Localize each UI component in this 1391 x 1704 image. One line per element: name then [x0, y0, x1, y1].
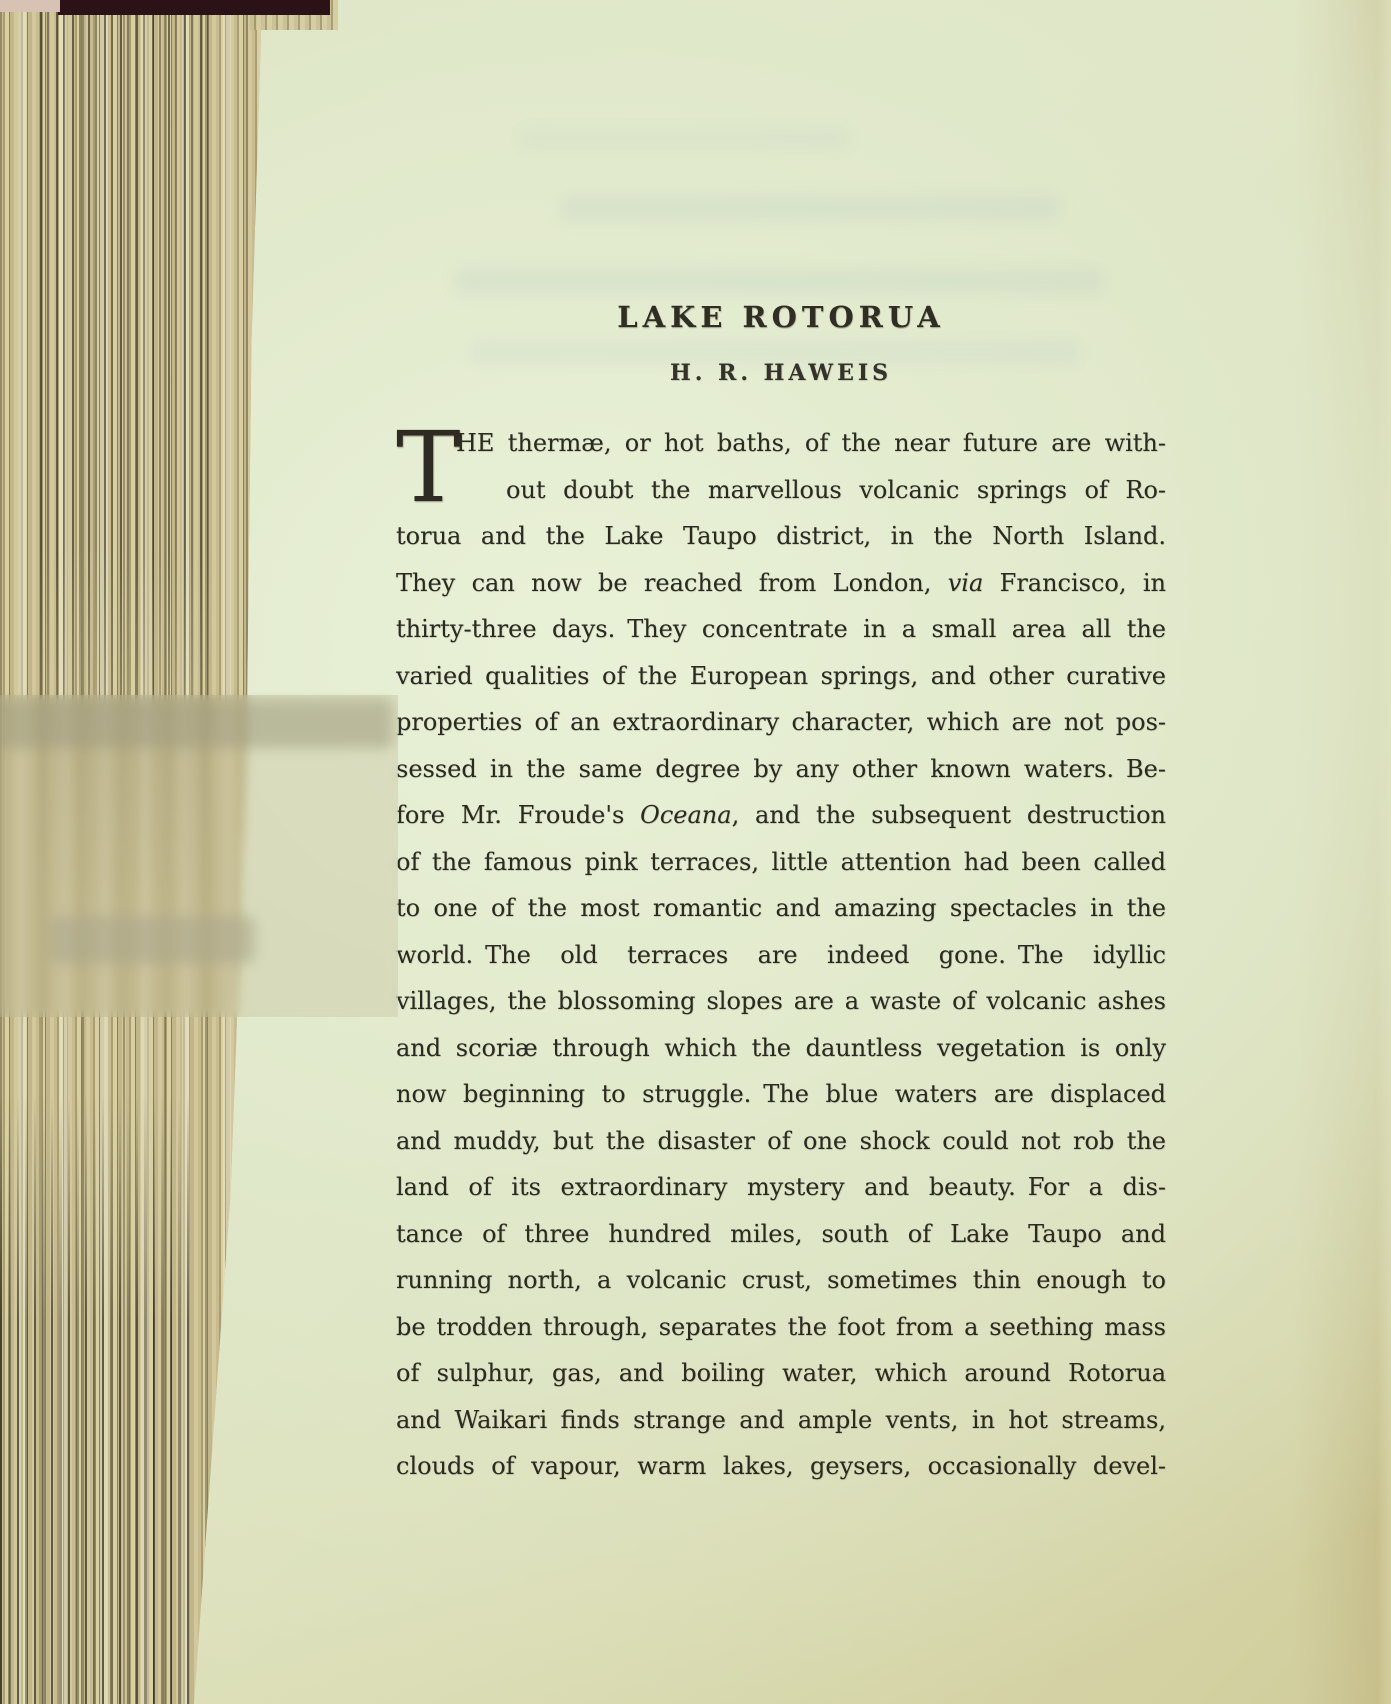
text-line: and Waikari finds strange and ample vents, in hot streams,	[396, 1405, 1166, 1434]
book-cover-edge	[58, 0, 330, 15]
text-line: tance of three hundred miles, south of Lake Taupo and	[396, 1219, 1166, 1248]
text-line: They can now be reached from London, via Francisco, in	[396, 568, 1166, 597]
text-line: to one of the most romantic and amazing spectacles in the	[396, 894, 1166, 922]
drop-cap: T	[396, 411, 461, 524]
text-line: now beginning to struggle. The blue waters are displaced	[396, 1080, 1166, 1108]
text-line: properties of an extraordinary character, which are not pos-	[396, 708, 1166, 736]
text-line: of sulphur, gas, and boiling water, which around Rotorua	[396, 1359, 1166, 1387]
text-line: villages, the blossoming slopes are a waste of volcanic ashes	[396, 987, 1166, 1015]
text-line: and scoriæ through which the dauntless vegetation is only	[396, 1033, 1166, 1062]
photo-corner-highlight	[0, 0, 60, 12]
text-line: running north, a volcanic crust, sometimes thin enough to	[396, 1266, 1166, 1294]
page-content	[396, 0, 1166, 1490]
text-line: and muddy, but the disaster of one shock could not rob the	[396, 1126, 1166, 1155]
text-line: varied qualities of the European springs, and other curative	[396, 661, 1166, 690]
photo-blur-artifact	[0, 695, 398, 1017]
body-text	[396, 411, 1166, 1490]
text-line: world. The old terraces are indeed gone. The idyllic	[396, 940, 1166, 969]
text-line: torua and the Lake Taupo district, in the North Island.	[396, 522, 1166, 550]
text-line: be trodden through, separates the foot from a seething mass	[396, 1312, 1166, 1341]
text-line: thirty-three days. They concentrate in a small area all the	[396, 615, 1166, 643]
page-title: LAKE ROTORUA	[617, 300, 945, 334]
author-byline: H. R. HAWEIS	[669, 360, 893, 386]
text-line: HE thermæ, or hot baths, of the near future are with-	[456, 429, 1166, 457]
text-line: fore Mr. Froude's Oceana, and the subsequent destruction	[396, 801, 1166, 829]
text-line: sessed in the same degree by any other known waters. Be-	[396, 754, 1166, 783]
text-line: out doubt the marvellous volcanic springs of Ro-	[506, 475, 1166, 504]
text-line: clouds of vapour, warm lakes, geysers, occasionally devel-	[396, 1452, 1166, 1480]
text-line: of the famous pink terraces, little attention had been called	[396, 847, 1166, 876]
body-text-lines	[396, 411, 1166, 1490]
page-edge-dark-streaks-bottom	[0, 1064, 195, 1704]
text-line: land of its extraordinary mystery and beauty. For a dis-	[396, 1173, 1166, 1201]
